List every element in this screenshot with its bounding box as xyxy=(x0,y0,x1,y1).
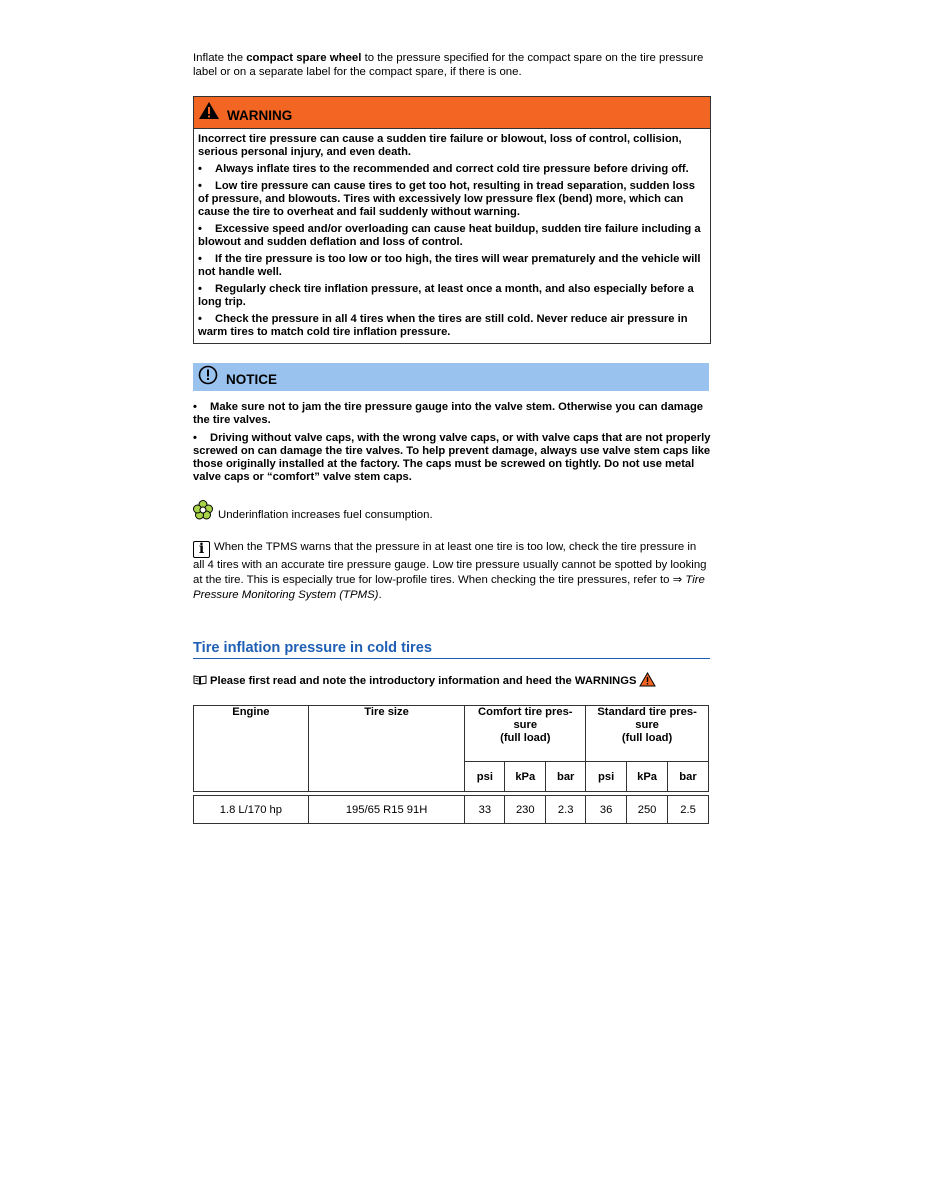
warning-bullet: • Regularly check tire inflation pressure, at least once a month, and also especially before a long trip. xyxy=(198,283,694,308)
warning-body xyxy=(194,129,710,343)
warning-small-icon[interactable] xyxy=(639,672,656,690)
unit-header: psi xyxy=(586,762,627,792)
warning-header xyxy=(194,97,710,129)
unit-header: bar xyxy=(546,762,586,792)
header-standard-pressure: Standard tire pres- sure (full load) xyxy=(586,706,709,762)
unit-header: bar xyxy=(668,762,709,792)
unit-header: kPa xyxy=(627,762,668,792)
info-icon: i xyxy=(193,541,210,558)
table-row xyxy=(194,796,709,824)
warning-bullet: • Always inflate tires to the recommended and correct cold tire pressure before driving off. xyxy=(198,163,689,175)
warning-bullet-text: Regularly check tire inflation pressure, at least once a month, and also especially before a long trip. xyxy=(198,283,694,308)
cell-engine: 1.8 L/170 hp xyxy=(194,796,309,824)
header-comfort-pressure: Comfort tire pres- sure (full load) xyxy=(465,706,586,762)
flower-eco-icon xyxy=(193,500,213,523)
warning-bullet-text: Low tire pressure can cause tires to get too hot, resulting in tread separation, sudden loss of pressure, and blowouts. Tires with excessively low pressure flex (bend) more, which can cause the tire to overheat and fail suddenly without warning. xyxy=(198,180,695,218)
eco-note-text: Underinflation increases fuel consumption. xyxy=(218,509,433,521)
notice-body xyxy=(193,401,711,489)
cell-value: 250 xyxy=(627,796,668,824)
notice-header xyxy=(193,363,709,391)
unit-header: kPa xyxy=(505,762,546,792)
cell-value: 2.5 xyxy=(668,796,709,824)
cell-value: 36 xyxy=(586,796,627,824)
cell-value: 230 xyxy=(505,796,546,824)
notice-exclamation-icon xyxy=(198,365,218,390)
header-tire-size: Tire size xyxy=(308,706,465,792)
eco-note xyxy=(193,500,709,523)
read-first-line xyxy=(193,672,709,690)
intro-paragraph xyxy=(193,51,709,79)
info-note-end: . xyxy=(378,589,382,601)
section-title: Tire inflation pressure in cold tires xyxy=(193,640,710,659)
notice-bullet-text: Make sure not to jam the tire pressure gauge into the valve stem. Otherwise you can damage the tire valves. xyxy=(193,401,704,426)
warning-lead: Incorrect tire pressure can cause a sudden tire failure or blowout, loss of control, collision, serious personal injury, and even death. xyxy=(198,133,682,158)
notice-bullet: • Make sure not to jam the tire pressure gauge into the valve stem. Otherwise you can damage the tire valves. xyxy=(193,401,704,426)
tire-pressure-table xyxy=(193,705,709,824)
warning-bullet-text: Check the pressure in all 4 tires when the tires are still cold. Never reduce air pressure in warm tires to match cold tire inflation pressure. xyxy=(198,313,688,338)
intro-text-post: to the pressure specified for the compact spare on the tire pressure label or on a separate label for the compact spare, if there is one. xyxy=(193,52,704,78)
warning-bullet-text: Always inflate tires to the recommended and correct cold tire pressure before driving off. xyxy=(215,163,689,175)
warning-bullet-text: Excessive speed and/or overloading can cause heat buildup, sudden tire failure including a blowout and sudden deflation and loss of control. xyxy=(198,223,701,248)
warning-triangle-icon xyxy=(198,101,220,125)
info-note-text: When the TPMS warns that the pressure in at least one tire is too low, check the tire pressure in all 4 tires with an accurate tire pressure gauge. Low tire pressure usually cannot be spotted by looking at the tire. This is especially true for low-profile tires. When checking the tire pressures, refer to ⇒ xyxy=(193,541,707,586)
warning-box xyxy=(193,96,711,344)
warning-title: WARNING xyxy=(227,107,293,123)
cell-value: 33 xyxy=(465,796,505,824)
intro-text-bold: compact spare wheel xyxy=(246,52,362,64)
book-icon xyxy=(193,674,207,688)
notice-bullet-text: Driving without valve caps, with the wrong valve caps, or with valve caps that are not properly screwed on can damage the tire valves. To help prevent damage, always use valve stem caps like those originally installed at the factory. The caps must be screwed on tightly. Do not use metal valve caps or “comfort” valve stem caps. xyxy=(193,432,711,483)
notice-bullet: • Driving without valve caps, with the wrong valve caps, or with valve caps that are not properly screwed on can damage the tire valves. To help prevent damage, always use valve stem caps like those originally installed at the factory. The caps must be screwed on tightly. Do not use metal valve caps or “comfort” valve stem caps. xyxy=(193,432,711,483)
notice-title: NOTICE xyxy=(226,371,278,387)
cell-tire-size: 195/65 R15 91H xyxy=(308,796,465,824)
info-note xyxy=(193,540,707,603)
info-note-reference[interactable]: Tire Pressure Monitoring System (TPMS) xyxy=(193,574,705,601)
warning-bullet: • If the tire pressure is too low or too high, the tires will wear prematurely and the vehicle will not handle well. xyxy=(198,253,701,278)
cell-value: 2.3 xyxy=(546,796,586,824)
warning-bullet-text: If the tire pressure is too low or too high, the tires will wear prematurely and the vehicle will not handle well. xyxy=(198,253,701,278)
unit-header: psi xyxy=(465,762,505,792)
warning-bullet: • Excessive speed and/or overloading can cause heat buildup, sudden tire failure including a blowout and sudden deflation and loss of control. xyxy=(198,223,701,248)
read-first-text: Please first read and note the introductory information and heed the WARNINGS xyxy=(210,675,637,687)
intro-text-pre: Inflate the xyxy=(193,52,247,64)
header-engine: Engine xyxy=(194,706,309,792)
warning-bullet: • Check the pressure in all 4 tires when the tires are still cold. Never reduce air pressure in warm tires to match cold tire inflation pressure. xyxy=(198,313,688,338)
warning-bullet: • Low tire pressure can cause tires to get too hot, resulting in tread separation, sudden loss of pressure, and blowouts. Tires with excessively low pressure flex (bend) more, which can cause the tire to overheat and fail suddenly without warning. xyxy=(198,180,695,218)
